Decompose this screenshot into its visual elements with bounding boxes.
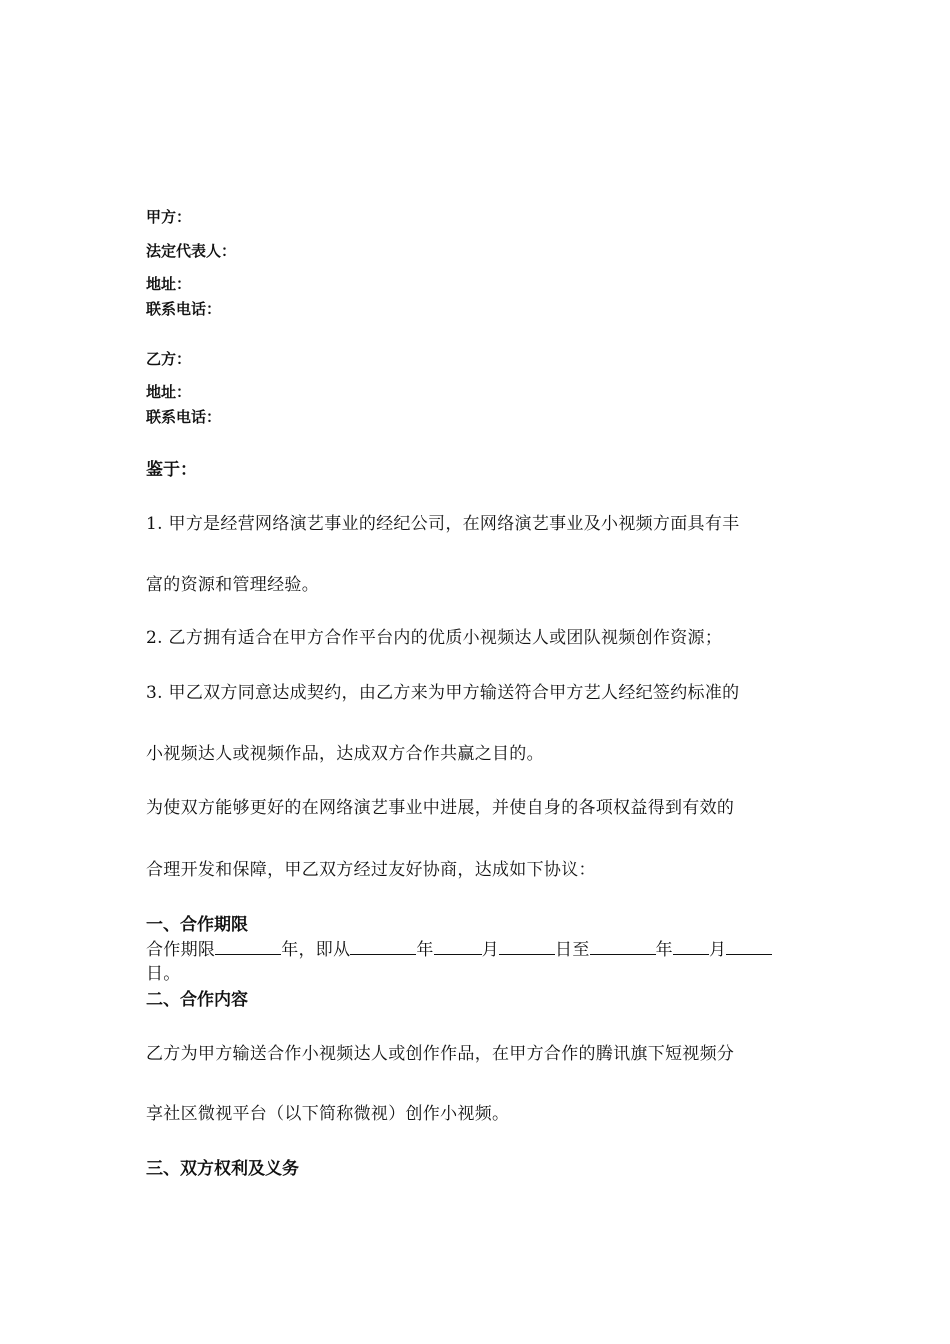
party-b-address-label: 地址： xyxy=(146,383,192,401)
start-month-blank[interactable] xyxy=(434,938,482,955)
term-line xyxy=(146,935,772,960)
party-b-phone-label: 联系电话： xyxy=(146,408,222,426)
end-month-unit: 月 xyxy=(708,940,727,960)
start-month-unit: 月 xyxy=(481,940,500,960)
start-year-unit: 年 xyxy=(416,940,434,960)
recital-item-1-line-2: 富的资源和管理经验。 xyxy=(146,575,319,595)
term-year-from-text: 年，即从 xyxy=(281,940,351,960)
section-2-heading: 二、合作内容 xyxy=(146,990,248,1010)
start-year-blank[interactable] xyxy=(350,938,416,955)
term-prefix: 合作期限 xyxy=(146,940,216,960)
party-a-address-label: 地址： xyxy=(146,275,192,293)
recital-item-3-line-2: 小视频达人或视频作品，达成双方合作共赢之目的。 xyxy=(146,744,544,764)
party-b-label: 乙方： xyxy=(146,350,192,368)
recital-item-2: 2. 乙方拥有适合在甲方合作平台内的优质小视频达人或团队视频创作资源； xyxy=(146,628,723,648)
end-year-blank[interactable] xyxy=(590,938,656,955)
end-day-blank[interactable] xyxy=(726,938,772,955)
section-2-line-1: 乙方为甲方输送合作小视频达人或创作作品，在甲方合作的腾讯旗下短视频分 xyxy=(146,1044,735,1064)
party-a-label: 甲方： xyxy=(146,208,192,226)
recital-item-3-line-1: 3. 甲乙双方同意达成契约，由乙方来为甲方输送符合甲方艺人经纪签约标准的 xyxy=(146,683,740,703)
section-3-heading: 三、双方权利及义务 xyxy=(146,1159,299,1179)
term-day-end: 日。 xyxy=(146,964,181,984)
term-length-blank[interactable] xyxy=(215,938,281,955)
section-2-line-2: 享社区微视平台（以下简称微视）创作小视频。 xyxy=(146,1104,510,1124)
end-year-unit: 年 xyxy=(655,940,673,960)
section-1-heading: 一、合作期限 xyxy=(146,915,248,935)
party-a-phone-label: 联系电话： xyxy=(146,300,222,318)
end-month-blank[interactable] xyxy=(673,938,709,955)
start-day-blank[interactable] xyxy=(499,938,555,955)
legal-rep-label: 法定代表人： xyxy=(146,242,237,260)
recitals-heading: 鉴于： xyxy=(146,460,197,480)
day-to-text: 日至 xyxy=(555,940,590,960)
recital-item-1-line-1: 1. 甲方是经营网络演艺事业的经纪公司，在网络演艺事业及小视频方面具有丰 xyxy=(146,514,740,534)
purpose-line-2: 合理开发和保障，甲乙双方经过友好协商，达成如下协议： xyxy=(146,860,596,880)
purpose-line-1: 为使双方能够更好的在网络演艺事业中进展，并使自身的各项权益得到有效的 xyxy=(146,798,735,818)
